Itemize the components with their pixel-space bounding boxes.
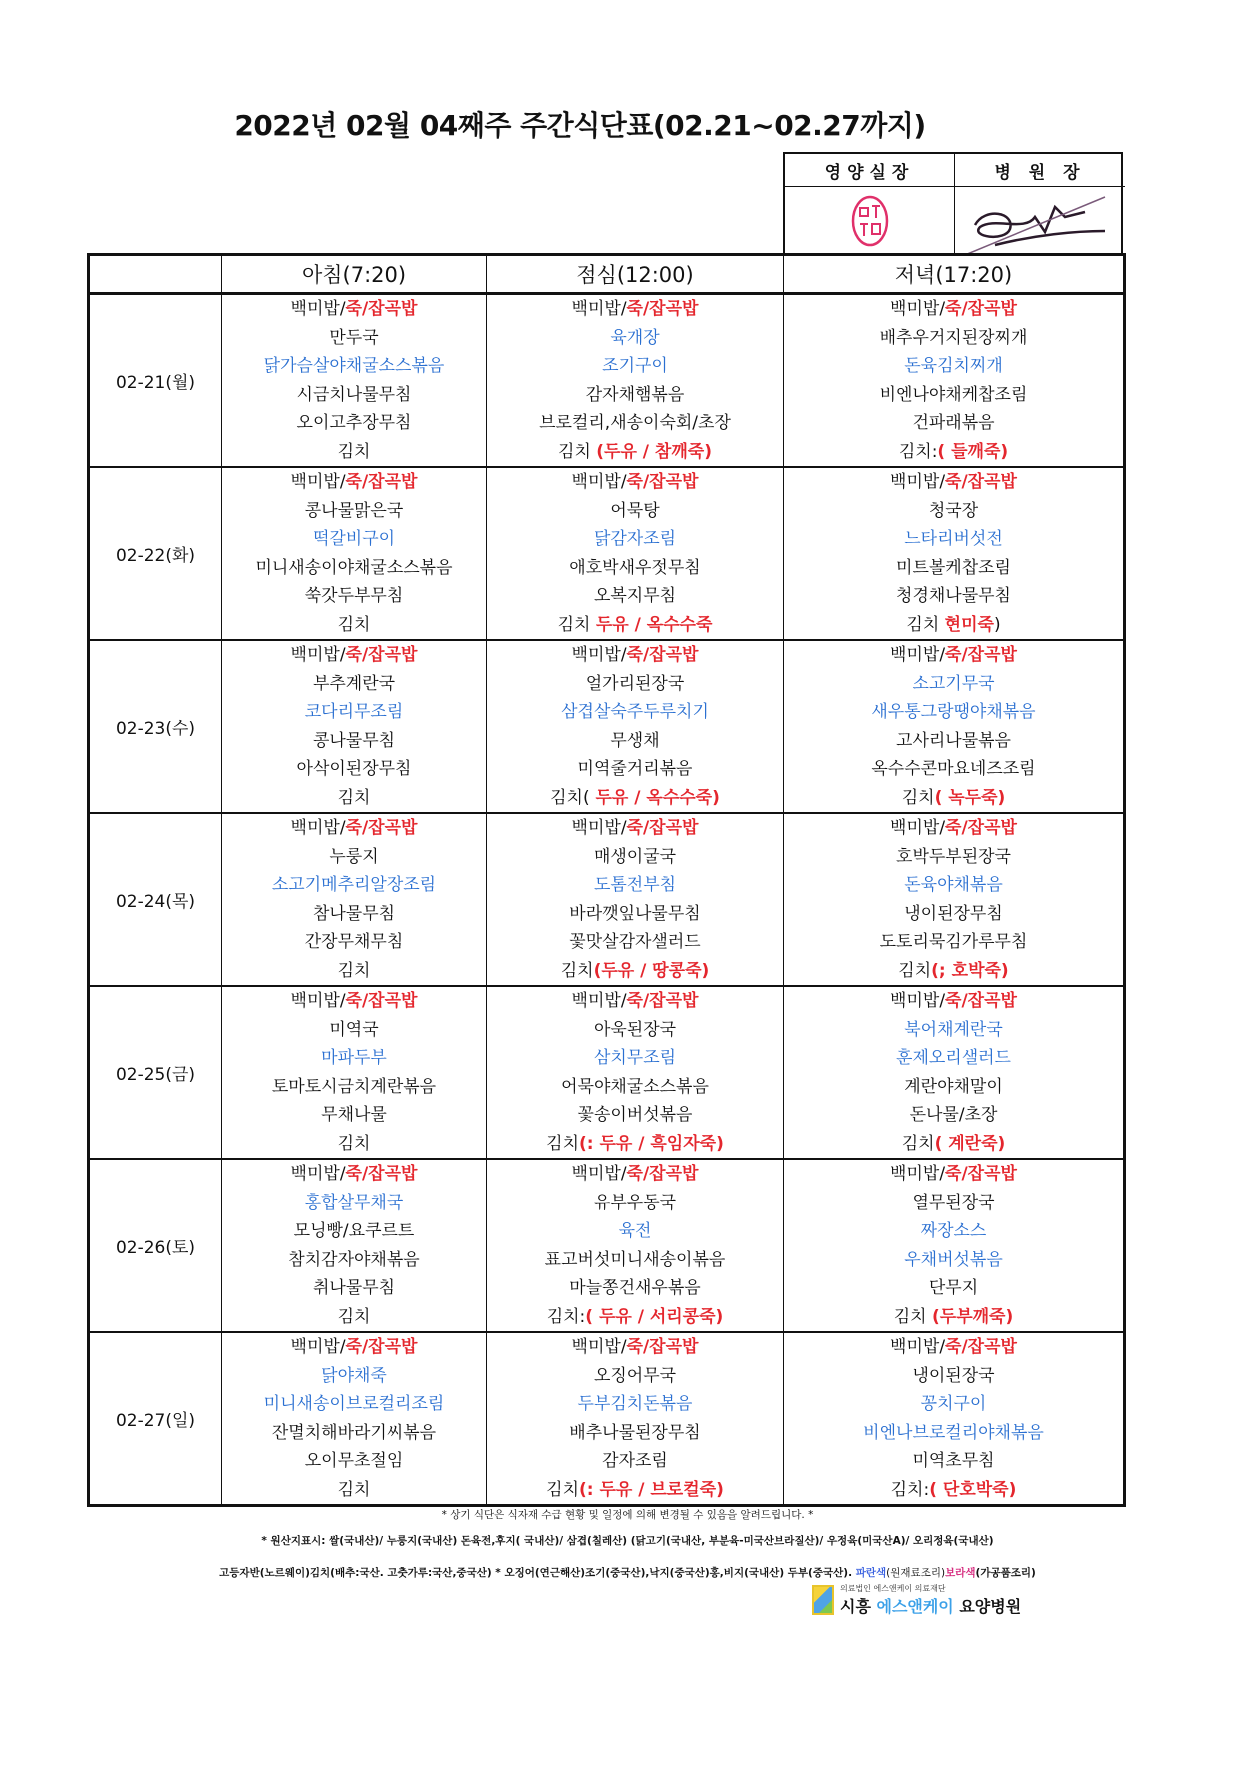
meal-cell-lunch: [487, 813, 784, 986]
staple-line: [572, 468, 699, 497]
kimchi: 김치: [337, 614, 371, 635]
kimchi-line: [898, 957, 1008, 986]
menu-item: 오복지무침: [593, 586, 677, 606]
menu-item: 콩나물무침: [312, 730, 396, 751]
staple-line: [890, 1333, 1017, 1362]
staple-line: [572, 1333, 699, 1362]
staple-alternatives: 죽/잡곡밥: [345, 299, 418, 319]
staple-rice: 백미밥/: [290, 472, 346, 492]
staple-rice: 백미밥/: [571, 472, 627, 492]
menu-item: 쑥갓두부무침: [304, 586, 404, 606]
staple-rice: 백미밥/: [890, 991, 946, 1011]
meal-cell-lunch: [487, 986, 784, 1159]
menu-item: 잔멸치해바라기씨볶음: [271, 1422, 437, 1443]
kimchi-line: [550, 784, 720, 813]
day-row: [89, 640, 1125, 813]
menu-item: 도톰전부침: [593, 875, 677, 895]
menu-item: 부추계란국: [312, 673, 396, 694]
signature-icon: [955, 187, 1125, 255]
special-porridge: (: 두유 / 흑임자죽): [579, 1133, 724, 1154]
meal-cell-dinner: [784, 1332, 1125, 1506]
kimchi: 김치: [893, 1306, 932, 1327]
special-porridge: 두유 / 옥수수죽): [589, 787, 720, 808]
staple-rice: 백미밥/: [571, 1164, 627, 1184]
kimchi-line: [338, 957, 371, 986]
menu-item: 코다리무조림: [304, 702, 404, 722]
menu-item: 유부우동국: [593, 1192, 677, 1213]
change-notice: * 상기 식단은 식자재 수급 현황 및 일정에 의해 변경될 수 있음을 알려드립니다. *: [441, 1509, 814, 1521]
stamp-icon: [850, 194, 890, 248]
staple-alternatives: 죽/잡곡밥: [626, 1164, 699, 1184]
staple-alternatives: 죽/잡곡밥: [345, 1337, 418, 1357]
meal-cell-breakfast: [222, 640, 487, 813]
day-row: [89, 467, 1125, 640]
menu-item: 무채나물: [321, 1105, 387, 1125]
staple-line: [890, 641, 1017, 670]
day-date: 02-24(목): [89, 813, 222, 986]
kimchi-line: [338, 611, 371, 640]
menu-item: 우채버섯볶음: [904, 1249, 1003, 1270]
logo-name-b: 에스앤케이: [876, 1597, 954, 1616]
origin-line-1: * 원산지표시: 쌀(국내산)/ 누룽지(국내산) 돈육전,후지( 국내산)/ 삼겹(칠레산) (닭고기(국내산, 부분육-미국산브라질산)/ 우정육(미국산A)/ 오리정육(국내산): [261, 1535, 994, 1547]
logo-subtitle: 의료법인 에스앤케이 의료재단: [840, 1584, 946, 1593]
special-porridge: (두유 / 참깨죽): [596, 441, 712, 462]
staple-line: [890, 987, 1017, 1016]
day-date: 02-26(토): [89, 1159, 222, 1332]
menu-item: 비엔나브로컬리야채볶음: [863, 1422, 1044, 1443]
menu-item: 삼치무조림: [593, 1048, 677, 1068]
meal-cell-dinner: [784, 467, 1125, 640]
menu-item: 냉이된장국: [912, 1365, 995, 1386]
menu-item: 도토리묵김가루무침: [879, 932, 1028, 952]
menu-item: 간장무채무침: [304, 932, 404, 952]
menu-item: 청국장: [928, 500, 979, 521]
staple-rice: 백미밥/: [290, 299, 346, 319]
staple-alternatives: 죽/잡곡밥: [626, 1337, 699, 1357]
staple-rice: 백미밥/: [571, 645, 627, 665]
kimchi-line: [899, 438, 1008, 467]
kimchi: 김치: [901, 1133, 935, 1154]
menu-item: 참나물무침: [312, 903, 396, 924]
menu-item: 북어채계란국: [904, 1019, 1003, 1040]
kimchi-line: [558, 611, 713, 640]
approval-box: [783, 152, 1123, 253]
staple-alternatives: 죽/잡곡밥: [345, 818, 418, 838]
menu-item: 콩나물맑은국: [304, 500, 404, 521]
origin-line-2-text: 고등자반(노르웨이)김치(배추:국산. 고춧가루:국산,중국산) * 오징어(연근해산)조기(중국산),낙지(중국산)홍,비지(국내산) 두부(중국산).: [219, 1567, 856, 1579]
menu-item: 계란야채말이: [904, 1076, 1003, 1097]
kimchi-line: [561, 957, 710, 986]
staple-rice: 백미밥/: [890, 818, 946, 838]
menu-item: 미니새송이야채굴소스볶음: [255, 557, 453, 578]
menu-item: 조기구이: [602, 356, 668, 376]
kimchi: 김치: [560, 960, 594, 981]
meal-cell-breakfast: [222, 986, 487, 1159]
kimchi: 김치: [558, 441, 597, 462]
menu-item: 미역초무침: [912, 1451, 995, 1471]
staple-line: [291, 468, 418, 497]
menu-item: 단무지: [928, 1278, 979, 1298]
origin-line-2: [0, 1565, 1255, 1580]
staple-alternatives: 죽/잡곡밥: [945, 1164, 1017, 1184]
menu-item: 오징어무국: [593, 1365, 677, 1386]
menu-item: 꽃맛살감자샐러드: [569, 932, 701, 952]
day-row: [89, 294, 1125, 468]
menu-item: 표고버섯미니새송이볶음: [544, 1249, 726, 1270]
menu-item: 모닝빵/요쿠르트: [293, 1221, 415, 1241]
special-porridge: (두유 / 땅콩죽): [593, 960, 710, 981]
menu-item: 오이고추장무침: [296, 413, 412, 433]
menu-item: 미역줄거리볶음: [577, 759, 693, 779]
menu-item: 돈육야채볶음: [904, 875, 1003, 895]
menu-item: 비엔나야채케찹조림: [879, 384, 1028, 405]
kimchi: 김치:: [898, 441, 938, 462]
day-date: 02-21(월): [89, 294, 222, 468]
meal-cell-dinner: [784, 813, 1125, 986]
kimchi-line: [558, 438, 712, 467]
day-row: [89, 813, 1125, 986]
kimchi-line: [906, 611, 1000, 640]
closing-paren: ): [993, 614, 1001, 635]
meal-cell-dinner: [784, 986, 1125, 1159]
kimchi: 김치: [337, 1306, 371, 1327]
kimchi: 김치: [901, 787, 935, 808]
staple-alternatives: 죽/잡곡밥: [626, 991, 699, 1011]
menu-item: 무생채: [610, 730, 660, 751]
staple-alternatives: 죽/잡곡밥: [626, 472, 699, 492]
kimchi: 김치:: [546, 1306, 586, 1327]
kimchi-line: [338, 1303, 371, 1332]
staple-rice: 백미밥/: [290, 645, 346, 665]
approval-header-nutrition: 영양실장: [785, 154, 955, 187]
menu-item: 미역국: [329, 1019, 379, 1040]
kimchi: 김치: [337, 960, 371, 981]
menu-item: 매생이굴국: [593, 846, 677, 867]
special-porridge: (: 두유 / 브로컬죽): [579, 1479, 724, 1500]
menu-item: 감자조림: [602, 1451, 668, 1471]
menu-item: 참치감자야채볶음: [288, 1249, 420, 1270]
menu-item: 꽁치구이: [920, 1394, 987, 1414]
header-breakfast: 아침(7:20): [222, 255, 487, 294]
header-lunch: 점심(12:00): [487, 255, 784, 294]
menu-item: 꽃송이버섯볶음: [577, 1105, 693, 1125]
kimchi: 김치: [337, 1479, 371, 1500]
approval-header-director: 병 원 장: [955, 154, 1125, 187]
menu-item: 냉이된장무침: [904, 903, 1003, 924]
menu-item: 배추우거지된장찌개: [879, 327, 1028, 348]
menu-item: 삼겹살숙주두루치기: [561, 702, 709, 722]
staple-rice: 백미밥/: [290, 991, 346, 1011]
stamp-cell: [785, 187, 955, 255]
menu-item: 감자채햄볶음: [585, 384, 685, 405]
kimchi: 김치: [906, 614, 945, 635]
kimchi: 김치: [337, 441, 371, 462]
menu-item: 애호박새우젓무침: [569, 557, 701, 578]
kimchi-line: [338, 438, 371, 467]
menu-item: 누룽지: [329, 846, 379, 867]
staple-line: [890, 1160, 1017, 1189]
logo-icon: [812, 1585, 834, 1615]
staple-rice: 백미밥/: [290, 1337, 346, 1357]
menu-item: 느타리버섯전: [904, 529, 1003, 549]
menu-item: 건파래볶음: [912, 413, 995, 433]
special-porridge: (두부깨죽): [932, 1306, 1014, 1327]
signature-cell: [955, 187, 1125, 255]
kimchi: 김치: [898, 960, 932, 981]
legend-blue-label: 파란색: [855, 1567, 887, 1579]
staple-line: [572, 641, 699, 670]
table-header-row: [89, 255, 1125, 294]
kimchi-line: [546, 1130, 724, 1159]
menu-item: 배추나물된장무침: [569, 1422, 701, 1443]
staple-alternatives: 죽/잡곡밥: [345, 645, 418, 665]
staple-line: [291, 987, 418, 1016]
staple-rice: 백미밥/: [890, 472, 946, 492]
menu-item: 돈나물/초장: [909, 1105, 998, 1125]
staple-rice: 백미밥/: [890, 1164, 946, 1184]
menu-item: 짜장소스: [920, 1221, 987, 1241]
meal-cell-lunch: [487, 467, 784, 640]
staple-alternatives: 죽/잡곡밥: [626, 645, 699, 665]
special-porridge: ( 두유 / 서리콩죽): [585, 1306, 724, 1327]
meal-cell-breakfast: [222, 294, 487, 468]
kimchi-line: [902, 1130, 1006, 1159]
staple-line: [572, 814, 699, 843]
meal-cell-dinner: [784, 640, 1125, 813]
special-porridge: (; 호박죽): [931, 960, 1009, 981]
menu-item: 육전: [618, 1221, 652, 1241]
menu-item: 훈제오리샐러드: [896, 1048, 1011, 1068]
staple-alternatives: 죽/잡곡밥: [626, 299, 699, 319]
staple-rice: 백미밥/: [290, 818, 346, 838]
menu-item: 고사리나물볶음: [896, 730, 1011, 751]
kimchi-line: [891, 1476, 1017, 1505]
menu-item: 아욱된장국: [593, 1019, 677, 1040]
staple-line: [572, 987, 699, 1016]
staple-alternatives: 죽/잡곡밥: [945, 818, 1017, 838]
kimchi-line: [547, 1303, 724, 1332]
staple-alternatives: 죽/잡곡밥: [345, 991, 418, 1011]
kimchi-line: [338, 1130, 371, 1159]
staple-line: [890, 814, 1017, 843]
staple-line: [291, 1160, 418, 1189]
kimchi: 김치: [557, 614, 596, 635]
kimchi: 김치: [337, 1133, 371, 1154]
day-date: 02-22(화): [89, 467, 222, 640]
menu-item: 취나물무침: [312, 1278, 396, 1298]
staple-line: [291, 1333, 418, 1362]
staple-alternatives: 죽/잡곡밥: [945, 299, 1017, 319]
menu-item: 떡갈비구이: [312, 529, 396, 549]
menu-table: [87, 253, 1126, 1507]
staple-alternatives: 죽/잡곡밥: [945, 472, 1017, 492]
kimchi-line: [546, 1476, 724, 1505]
kimchi: 김치: [337, 787, 371, 808]
menu-item: 어묵탕: [610, 500, 660, 521]
meal-cell-dinner: [784, 294, 1125, 468]
special-porridge: ( 들깨죽): [937, 441, 1009, 462]
staple-alternatives: 죽/잡곡밥: [345, 472, 418, 492]
legend-blue-desc: (원재료조리): [886, 1567, 946, 1579]
menu-item: 마파두부: [321, 1048, 387, 1068]
staple-rice: 백미밥/: [890, 645, 946, 665]
legend-pink-label: 보라색: [945, 1567, 976, 1579]
day-date: 02-23(수): [89, 640, 222, 813]
staple-rice: 백미밥/: [571, 818, 627, 838]
meal-cell-lunch: [487, 1332, 784, 1506]
kimchi: 김치(: [550, 787, 590, 808]
kimchi-line: [338, 1476, 371, 1505]
day-row: [89, 1159, 1125, 1332]
staple-rice: 백미밥/: [890, 1337, 946, 1357]
special-porridge: 현미죽: [944, 614, 994, 635]
menu-item: 만두국: [329, 327, 379, 348]
staple-alternatives: 죽/잡곡밥: [945, 645, 1017, 665]
kimchi: 김치:: [890, 1479, 930, 1500]
header-dinner: 저녁(17:20): [784, 255, 1125, 294]
menu-item: 청경채나물무침: [896, 586, 1011, 606]
staple-line: [890, 468, 1017, 497]
meal-cell-dinner: [784, 1159, 1125, 1332]
menu-item: 새우통그랑땡야채볶음: [871, 702, 1036, 722]
meal-cell-lunch: [487, 1159, 784, 1332]
staple-line: [291, 295, 418, 324]
day-date: 02-25(금): [89, 986, 222, 1159]
kimchi: 김치: [546, 1479, 579, 1500]
staple-rice: 백미밥/: [571, 991, 627, 1011]
menu-item: 토마토시금치계란볶음: [271, 1076, 437, 1097]
day-row: [89, 986, 1125, 1159]
menu-item: 호박두부된장국: [896, 846, 1011, 867]
logo-name: [840, 1594, 1021, 1617]
staple-line: [291, 641, 418, 670]
menu-item: 열무된장국: [912, 1192, 995, 1213]
header-empty: [89, 255, 222, 294]
special-porridge: ( 단호박죽): [929, 1479, 1017, 1500]
staple-alternatives: 죽/잡곡밥: [626, 818, 699, 838]
menu-item: 얼가리된장국: [585, 673, 685, 694]
menu-item: 닭가슴살야채굴소스볶음: [263, 356, 445, 376]
logo-name-c: 요양병원: [953, 1597, 1022, 1616]
menu-item: 홍합살무채국: [304, 1192, 404, 1213]
menu-item: 어묵야채굴소스볶음: [561, 1076, 709, 1097]
kimchi-line: [894, 1303, 1013, 1332]
meal-cell-breakfast: [222, 1159, 487, 1332]
menu-item: 마늘쫑건새우볶음: [569, 1278, 701, 1298]
legend-pink-desc: (가공품조리): [975, 1567, 1036, 1579]
menu-item: 닭야채죽: [321, 1365, 387, 1386]
menu-item: 소고기무국: [912, 673, 995, 694]
meal-cell-breakfast: [222, 1332, 487, 1506]
special-porridge: ( 계란죽): [934, 1133, 1006, 1154]
meal-cell-breakfast: [222, 813, 487, 986]
page-title: 2022년 02월 04째주 주간식단표(02.21~02.27까지): [234, 109, 926, 142]
kimchi-line: [338, 784, 371, 813]
staple-alternatives: 죽/잡곡밥: [945, 1337, 1017, 1357]
staple-line: [572, 1160, 699, 1189]
menu-item: 육개장: [610, 327, 660, 348]
menu-item: 미트볼케찹조림: [896, 557, 1011, 578]
staple-rice: 백미밥/: [890, 299, 946, 319]
menu-item: 시금치나물무침: [296, 384, 412, 405]
menu-item: 두부김치돈볶음: [577, 1394, 693, 1414]
logo-name-a: 시흥: [840, 1597, 877, 1616]
menu-item: 닭감자조림: [593, 529, 677, 549]
staple-rice: 백미밥/: [571, 1337, 627, 1357]
staple-rice: 백미밥/: [290, 1164, 346, 1184]
meal-cell-breakfast: [222, 467, 487, 640]
staple-line: [572, 295, 699, 324]
menu-item: 바라깻잎나물무침: [569, 903, 701, 924]
staple-alternatives: 죽/잡곡밥: [945, 991, 1017, 1011]
day-date: 02-27(일): [89, 1332, 222, 1506]
special-porridge: 두유 / 옥수수죽: [595, 614, 713, 635]
menu-item: 소고기메추리알장조림: [271, 875, 437, 895]
staple-rice: 백미밥/: [571, 299, 627, 319]
menu-item: 브로컬리,새송이숙회/초장: [539, 413, 731, 433]
menu-item: 옥수수콘마요네즈조림: [871, 759, 1036, 779]
menu-item: 미니새송이브로컬리조림: [263, 1394, 445, 1414]
meal-cell-lunch: [487, 294, 784, 468]
special-porridge: ( 녹두죽): [934, 787, 1006, 808]
staple-line: [291, 814, 418, 843]
meal-cell-lunch: [487, 640, 784, 813]
day-row: [89, 1332, 1125, 1506]
staple-line: [890, 295, 1017, 324]
kimchi-line: [902, 784, 1006, 813]
kimchi: 김치: [546, 1133, 579, 1154]
staple-alternatives: 죽/잡곡밥: [345, 1164, 418, 1184]
menu-item: 아삭이된장무침: [296, 759, 412, 779]
menu-item: 오이무초절임: [304, 1451, 404, 1471]
hospital-logo: [812, 1583, 1021, 1617]
menu-item: 돈육김치찌개: [904, 356, 1003, 376]
